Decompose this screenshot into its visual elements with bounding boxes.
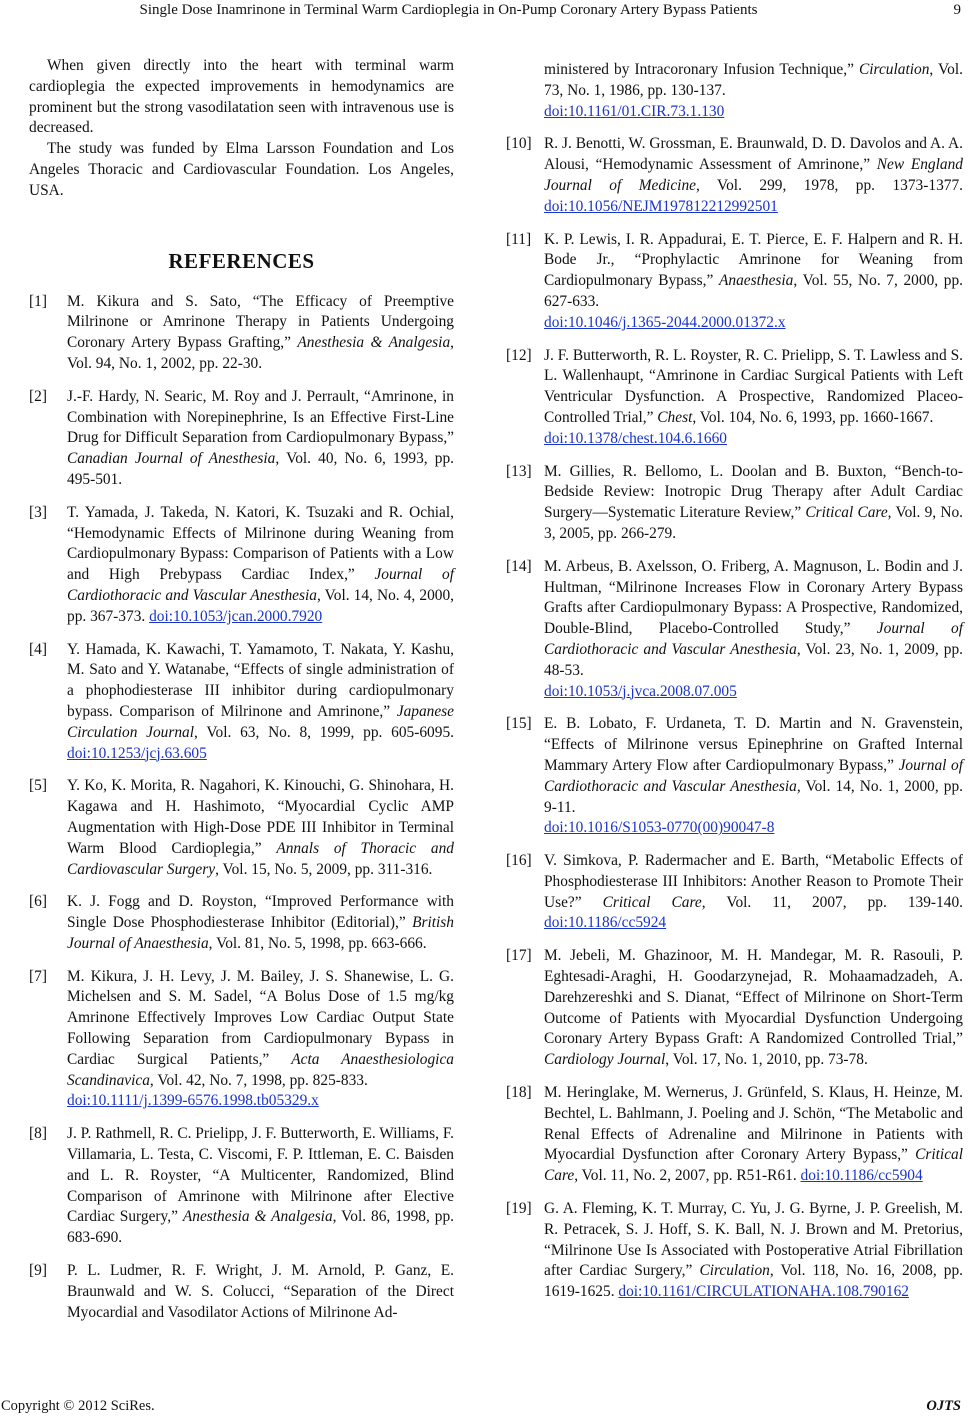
reference-details: , Vol. 40, No. 6, 1993, pp. 495-501. <box>67 450 454 488</box>
reference-number: [17] <box>506 947 532 965</box>
reference-19 <box>506 1199 963 1303</box>
doi-link[interactable]: doi:10.1046/j.1365-2044.2000.01372.x <box>544 313 786 331</box>
reference-journal: Circulation <box>699 1262 770 1280</box>
right-column <box>506 60 963 1315</box>
doi-link[interactable]: doi:10.1056/NEJM197812212992501 <box>544 197 778 215</box>
reference-7 <box>29 967 454 1113</box>
reference-journal: Anesthesia & Analgesia <box>182 1208 333 1226</box>
reference-authors-title: Y. Hamada, K. Kawachi, T. Yamamoto, T. Nakata, Y. Kashu, M. Sato and Y. Watanabe, “Effects of single administration of a phophodiesterase III inhibitor during cardiopulmonary bypass. Comparison of Milrinone and Amrinone,” <box>67 640 454 720</box>
reference-details: , Vol. 73, No. 1, 1986, pp. 130-137. <box>544 61 963 99</box>
reference-16 <box>506 851 963 934</box>
references-heading: REFERENCES <box>168 248 315 273</box>
reference-authors-title: M. Kikura and S. Sato, “The Efficacy of Preemptive Milrinone or Amrinone Therapy in Patients Undergoing Coronary Artery Bypass Grafting,” <box>67 292 454 352</box>
reference-15 <box>506 714 963 839</box>
reference-authors-title: G. A. Fleming, K. T. Murray, C. Yu, J. G. Byrne, J. P. Greelish, M. R. Petracek, S. J. Hoff, S. K. Ball, N. J. Brown and M. Pretorius, “Milrinone Use Is Associated with Postoperative Atrial Fibrillation after Cardiac Surgery,” <box>544 1200 963 1280</box>
reference-authors-title: E. B. Lobato, F. Urdaneta, T. D. Martin and N. Gravenstein, “Effects of Milrinone versus Epinephrine on Grafted Internal Mammary Artery Flow after Cardiopulmonary Bypass,” <box>544 715 963 774</box>
reference-authors-title: J.-F. Hardy, N. Searic, M. Roy and J. Perrault, “Amrinone, in Combination with Norepinephrine, Is an Effective First-Line Drug for Difficult Separation from Cardiopulmonary Bypass,” <box>67 387 454 447</box>
copyright-notice: Copyright © 2012 SciRes. <box>1 1398 155 1414</box>
reference-details: , Vol. 81, No. 5, 1998, pp. 663-666. <box>208 934 427 952</box>
reference-journal: Annals of Thoracic and Cardiovascular Surgery <box>67 839 454 878</box>
reference-journal: Japanese Circulation Journal <box>67 702 454 741</box>
reference-journal: New England Journal of Medicine <box>544 156 963 194</box>
reference-18 <box>506 1083 963 1187</box>
reference-details: , Vol. 42, No. 7, 1998, pp. 825-833. <box>149 1071 368 1089</box>
reference-5 <box>29 776 454 880</box>
reference-number: [7] <box>29 967 47 985</box>
reference-journal: Journal of Cardiothoracic and Vascular Anesthesia <box>544 620 963 658</box>
reference-number: [10] <box>506 135 532 153</box>
reference-authors-title: V. Simkova, P. Radermacher and E. Barth, “Metabolic Effects of Phosphodiesterase III Inhibitors: Another Reason to Promote Their Use?” <box>544 852 963 911</box>
reference-2 <box>29 387 454 491</box>
reference-authors-title: M. Jebeli, M. Ghazinoor, M. H. Mandegar, M. R. Rasouli, P. Eghtesadi-Araghi, H. Goodarzynejad, R. Mohaamadzadeh, A. Darehzereshki and S. Dianat, “Effect of Milrinone on Short-Term Outcome of Patients with Myocardial Dysfunction Undergoing Coronary Artery Bypass Graft: A Randomized Controlled Trial,” <box>544 947 963 1048</box>
reference-authors-title: R. J. Benotti, W. Grossman, E. Braunwald, D. D. Davolos and A. A. Alousi, “Hemodynamic Assessment of Amrinone,” <box>544 135 963 174</box>
reference-number: [9] <box>29 1262 47 1280</box>
reference-journal: Critical Care <box>544 1146 963 1185</box>
reference-authors-title: M. Gillies, R. Bellomo, L. Doolan and B. Buxton, “Bench-to-Bedside Review: Inotropic Drug Therapy after Adult Cardiac Surgery—Systematic Literature Review,” <box>544 462 963 522</box>
reference-8 <box>29 1124 454 1249</box>
reference-journal: Anaesthesia <box>718 272 794 290</box>
doi-link[interactable]: doi:10.1253/jcj.63.605 <box>67 744 207 762</box>
doi-link[interactable]: doi:10.1161/CIRCULATIONAHA.108.790162 <box>618 1283 909 1301</box>
doi-link[interactable]: doi:10.1161/01.CIR.73.1.130 <box>544 102 725 120</box>
reference-details: , Vol. 104, No. 6, 1993, pp. 1660-1667. <box>692 408 934 426</box>
reference-authors-title: M. Kikura, J. H. Levy, J. M. Bailey, J. S. Shanewise, L. G. Michelsen and S. M. Sadel, “A Bolus Dose of 1.5 mg/kg Amrinone Effectively Improves Low Cardiac Output State Following Separation from Cardiopulmonary Bypass in Cardiac Surgical Patients,” <box>67 967 454 1068</box>
reference-number: [11] <box>506 230 532 248</box>
reference-6 <box>29 892 454 954</box>
doi-link[interactable]: doi:10.1186/cc5904 <box>800 1167 923 1185</box>
reference-4 <box>29 640 454 765</box>
reference-17 <box>506 946 963 1071</box>
reference-authors-title: J. P. Rathmell, R. C. Prielipp, J. F. Butterworth, E. Williams, F. Villamaria, L. Testa, C. Viscomi, F. P. Ittleman, E. C. Baisden and L. R. Royster, “A Multicenter, Randomized, Blind Comparison of Amrinone with Milrinone after Elective Cardiac Surgery,” <box>67 1125 454 1226</box>
reference-number: [1] <box>29 292 47 310</box>
reference-details: , Vol. 63, No. 8, 1999, pp. 605-6095. <box>194 723 454 741</box>
reference-1 <box>29 292 454 375</box>
reference-number: [14] <box>506 557 532 575</box>
reference-details: , Vol. 55, No. 7, 2000, pp. 627-633. <box>544 272 963 310</box>
reference-details: , Vol. 17, No. 1, 2010, pp. 73-78. <box>665 1051 868 1069</box>
reference-details: , Vol. 11, No. 2, 2007, pp. R51-R61. <box>574 1167 801 1185</box>
reference-journal: Chest <box>657 408 693 426</box>
reference-number: [4] <box>29 640 47 658</box>
doi-link[interactable]: doi:10.1111/j.1399-6576.1998.tb05329.x <box>67 1092 319 1110</box>
doi-link[interactable]: doi:10.1053/jcan.2000.7920 <box>149 607 323 625</box>
reference-journal: Critical Care <box>805 504 888 522</box>
reference-journal: Journal of Cardiothoracic and Vascular Anesthesia <box>67 566 454 604</box>
reference-number: [5] <box>29 777 47 795</box>
funding-paragraph: The study was funded by Elma Larsson Foundation and Los Angeles Thoracic and Cardiovascular Foundation. Los Angeles, USA. <box>29 140 454 199</box>
doi-link[interactable]: doi:10.1053/j.jvca.2008.07.005 <box>544 682 737 700</box>
left-column <box>29 56 454 1335</box>
reference-9-continued <box>544 60 963 122</box>
reference-number: [16] <box>506 852 532 870</box>
reference-authors-title: T. Yamada, J. Takeda, N. Katori, K. Tsuzaki and R. Ochial, “Hemodynamic Effects of Milrinone during Weaning from Cardiopulmonary Bypass: Comparison of Patients with a Low and High Prebypass Cardiac Index,” <box>67 503 454 584</box>
reference-11 <box>506 230 963 334</box>
reference-number: [2] <box>29 387 47 405</box>
reference-details: , Vol. 9, No. 3, 2005, pp. 266-279. <box>544 504 964 542</box>
reference-number: [15] <box>506 715 532 733</box>
doi-link[interactable]: doi:10.1186/cc5924 <box>544 914 667 932</box>
page-number: 9 <box>953 2 961 18</box>
reference-details: , Vol. 94, No. 1, 2002, pp. 22-30. <box>67 334 455 372</box>
reference-14 <box>506 557 963 703</box>
reference-authors-title: K. P. Lewis, I. R. Appadurai, E. T. Pierce, E. F. Halpern and R. H. Bode Jr., “Prophylactic Amrinone for Weaning from Cardiopulmonary Bypass,” <box>544 230 963 290</box>
reference-number: [3] <box>29 503 47 521</box>
reference-journal: Circulation <box>859 61 930 78</box>
reference-journal: Anesthesia & Analgesia <box>297 334 451 352</box>
reference-9 <box>29 1261 454 1323</box>
reference-journal: British Journal of Anaesthesia <box>67 914 454 952</box>
reference-journal: Acta Anaesthesiologica Scandinavica <box>67 1050 454 1089</box>
reference-authors-title: K. J. Fogg and D. Royston, “Improved Performance with Single Dose Phosphodiesterase Inhibitor (Editorial),” <box>67 893 454 932</box>
reference-details: , Vol. 86, 1998, pp. 683-690. <box>67 1208 455 1247</box>
reference-details: , Vol. 15, No. 5, 2009, pp. 311-316. <box>215 860 433 878</box>
reference-number: [18] <box>506 1084 532 1102</box>
reference-authors-title: M. Arbeus, B. Axelsson, O. Friberg, A. Magnuson, L. Bodin and J. Hultman, “Milrinone Increases Flow in Coronary Artery Bypass Grafts after Cardiopulmonary Bypass: A Prospective, Randomized, Double-Blind, Placebo-Controlled Study,” <box>544 557 963 638</box>
reference-12 <box>506 346 963 450</box>
reference-journal: Cardiology Journal <box>544 1051 666 1069</box>
reference-journal: Canadian Journal of Anesthesia <box>67 450 276 468</box>
reference-details: , Vol. 14, No. 1, 2000, pp. 9-11. <box>544 777 963 816</box>
reference-number: [8] <box>29 1125 47 1143</box>
reference-journal: Critical Care <box>602 893 702 911</box>
reference-authors-title: P. L. Ludmer, R. F. Wright, J. M. Arnold, P. Ganz, E. Braunwald and W. S. Colucci, “Separation of the Direct Myocardial and Vasodilator Actions of Milrinone Ad- <box>67 1262 454 1321</box>
reference-details: , Vol. 299, 1978, pp. 1373-1377. <box>695 176 964 194</box>
reference-journal: Journal of Cardiothoracic and Vascular Anesthesia <box>544 756 964 795</box>
running-title: Single Dose Inamrinone in Terminal Warm Cardioplegia in On-Pump Coronary Artery Bypass Patients <box>139 2 758 18</box>
reference-number: [12] <box>506 346 532 364</box>
reference-details: , Vol. 23, No. 1, 2009, pp. 48-53. <box>544 640 963 679</box>
reference-authors-title: ministered by Intracoronary Infusion Technique,” <box>544 61 859 78</box>
reference-number: [6] <box>29 893 47 911</box>
body-paragraph: When given directly into the heart with terminal warm cardioplegia the expected improvements in hemodynamics are prominent but the strong vasodilatation seen with intravenous use is decreased. <box>29 57 454 137</box>
doi-link[interactable]: doi:10.1016/S1053-0770(00)90047-8 <box>544 819 775 837</box>
journal-abbreviation: OJTS <box>926 1398 961 1414</box>
reference-13 <box>506 462 963 545</box>
reference-authors-title: M. Heringlake, M. Wernerus, J. Grünfeld, S. Klaus, H. Heinze, M. Bechtel, L. Bahlmann, J. Poeling and J. Schön, “The Metabolic and Renal Effects of Adrenaline and Milrinone in Patients with Myocardial Dysfunction after Coronary Artery Bypass,” <box>544 1084 963 1164</box>
reference-3 <box>29 503 454 628</box>
reference-number: [19] <box>506 1200 532 1218</box>
reference-authors-title: Y. Ko, K. Morita, R. Nagahori, K. Kinouchi, G. Shinohara, H. Kagawa and H. Hashimoto, “Myocardial Cyclic AMP Augmentation with High-Dose PDE III Inhibitor in Terminal Warm Blood Cardioplegia,” <box>67 777 454 857</box>
reference-10 <box>506 134 963 217</box>
reference-details: , Vol. 14, No. 4, 2000, pp. 367-373. <box>67 586 455 625</box>
reference-details: , Vol. 118, No. 16, 2008, pp. 1619-1625. <box>544 1262 963 1301</box>
reference-number: [13] <box>506 462 532 480</box>
reference-details: , Vol. 11, 2007, pp. 139-140. <box>701 893 963 911</box>
doi-link[interactable]: doi:10.1378/chest.104.6.1660 <box>544 429 727 447</box>
reference-authors-title: J. F. Butterworth, R. L. Royster, R. C. Prielipp, S. T. Lawless and S. L. Wallenhaupt, “Amrinone in Cardiac Surgical Patients with Left Ventricular Dysfunction. A Prospective, Randomized Placeo-Controlled Trial,” <box>544 346 963 426</box>
